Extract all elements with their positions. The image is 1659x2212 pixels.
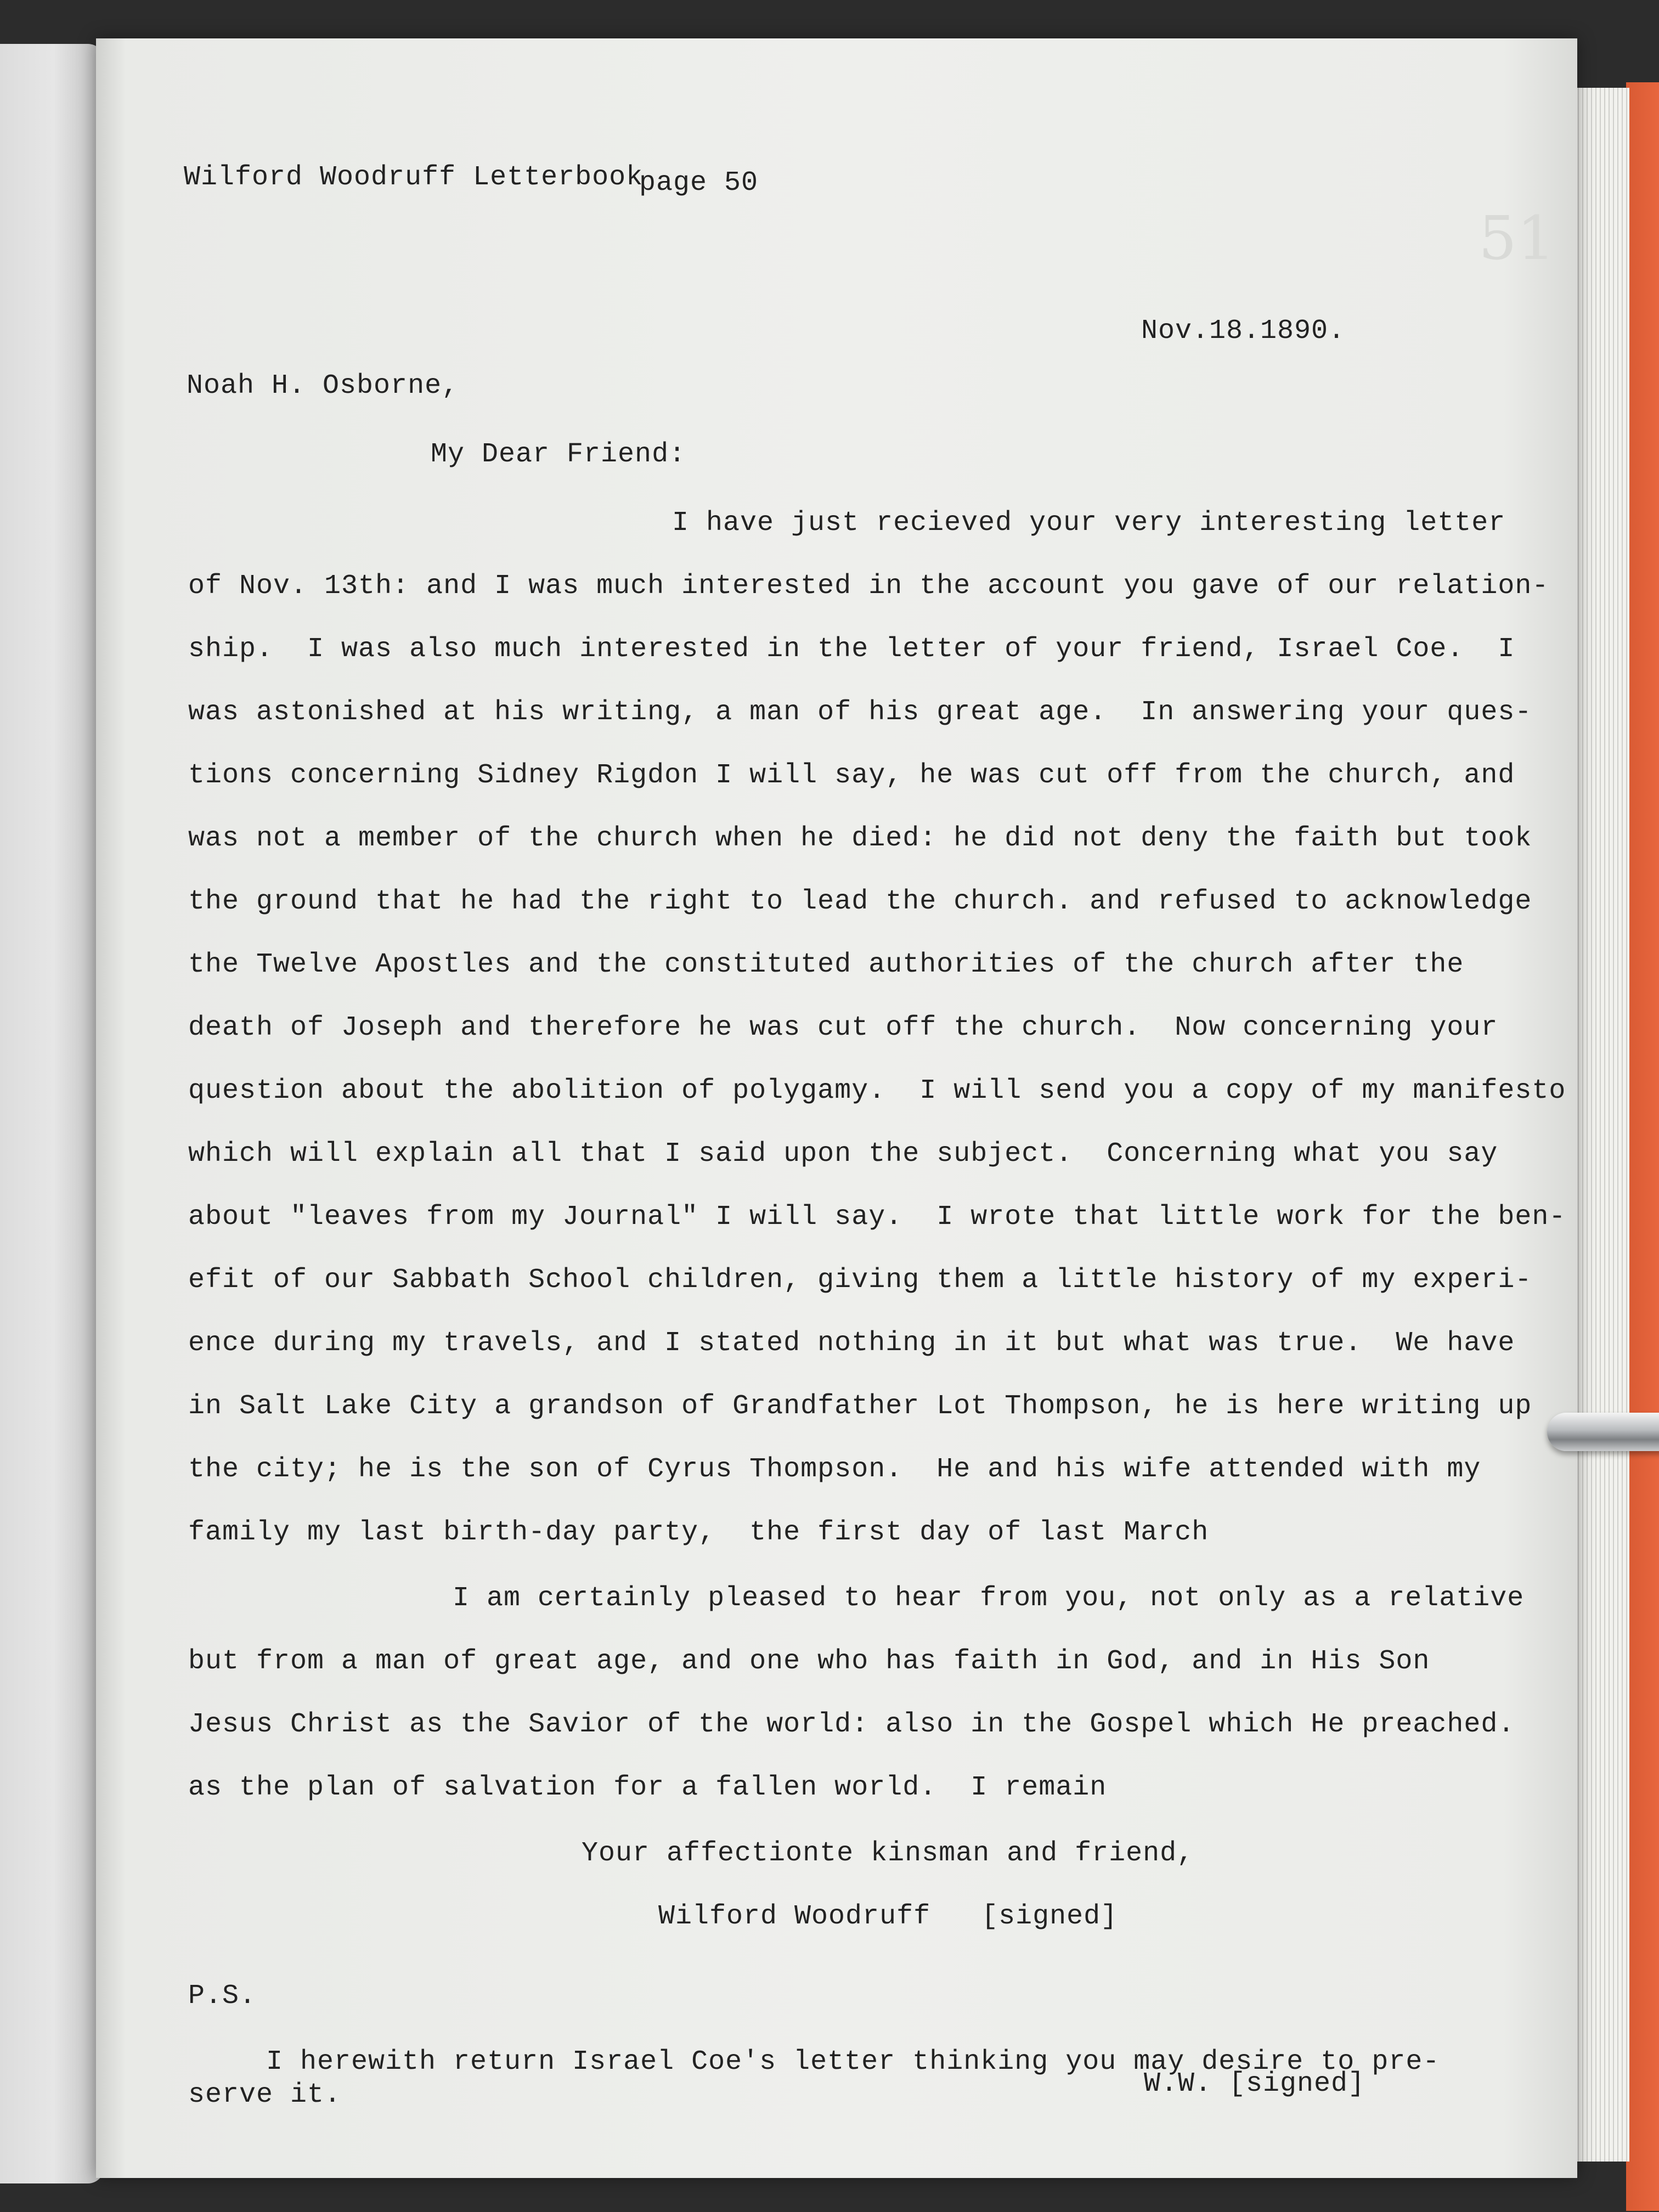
bleed-through-page-number: 51: [1479, 203, 1555, 273]
body-line: family my last birth-day party, the first day of last March: [188, 1517, 1209, 1548]
body-line: question about the abolition of polygamy. I will send you a copy of my manifesto: [188, 1075, 1566, 1107]
body-line: death of Joseph and therefore he was cut off the church. Now concerning your: [188, 1012, 1498, 1043]
body-line: was astonished at his writing, a man of his great age. In answering your ques-: [188, 697, 1532, 728]
body-line: I have just recieved your very interesting letter: [672, 507, 1506, 539]
body-line: I am certainly pleased to hear from you, not only as a relative: [453, 1583, 1525, 1614]
letterbook-page: [96, 38, 1577, 2178]
postscript-signature: W.W. [signed]: [1144, 2068, 1365, 2100]
header-title: Wilford Woodruff Letterbook: [184, 162, 644, 193]
postscript-label: P.S.: [188, 1980, 257, 2012]
letter-signature: Wilford Woodruff [signed]: [658, 1901, 1118, 1932]
letter-closing: Your affectionte kinsman and friend,: [582, 1838, 1194, 1869]
body-line: but from a man of great age, and one who has faith in God, and in His Son: [188, 1646, 1430, 1677]
body-line: tions concerning Sidney Rigdon I will say, he was cut off from the church, and: [188, 760, 1515, 791]
body-line: the Twelve Apostles and the constituted authorities of the church after the: [188, 949, 1464, 980]
postscript-line: I herewith return Israel Coe's letter thinking you may desire to pre-: [266, 2046, 1440, 2078]
body-line: Jesus Christ as the Savior of the world: also in the Gospel which He preached.: [188, 1709, 1515, 1740]
pen-icon: [1547, 1413, 1659, 1451]
body-line: of Nov. 13th: and I was much interested in the account you gave of our relation-: [188, 571, 1549, 602]
body-line: efit of our Sabbath School children, giving them a little history of my experi-: [188, 1265, 1532, 1296]
body-line: which will explain all that I said upon the subject. Concerning what you say: [188, 1138, 1498, 1170]
body-line: as the plan of salvation for a fallen world. I remain: [188, 1772, 1107, 1803]
facing-page-edge: [0, 44, 104, 2183]
letter-date: Nov.18.1890.: [1141, 315, 1346, 347]
body-line: was not a member of the church when he died: he did not deny the faith but took: [188, 823, 1532, 854]
letter-recipient: Noah H. Osborne,: [187, 370, 459, 402]
page-stack-edges: [1575, 88, 1629, 2162]
body-line: in Salt Lake City a grandson of Grandfather Lot Thompson, he is here writing up: [188, 1391, 1532, 1422]
letter-salutation: My Dear Friend:: [431, 439, 686, 470]
header-page-number: page 50: [639, 167, 759, 199]
body-line: ship. I was also much interested in the letter of your friend, Israel Coe. I: [188, 634, 1515, 665]
body-line: about "leaves from my Journal" I will say. I wrote that little work for the ben-: [188, 1201, 1566, 1233]
body-line: the city; he is the son of Cyrus Thompson. He and his wife attended with my: [188, 1454, 1481, 1485]
body-line: ence during my travels, and I stated nothing in it but what was true. We have: [188, 1328, 1515, 1359]
body-line: the ground that he had the right to lead the church. and refused to acknowledge: [188, 886, 1532, 917]
book-cover-edge: [1626, 82, 1659, 2211]
postscript-line: serve it.: [188, 2079, 342, 2111]
